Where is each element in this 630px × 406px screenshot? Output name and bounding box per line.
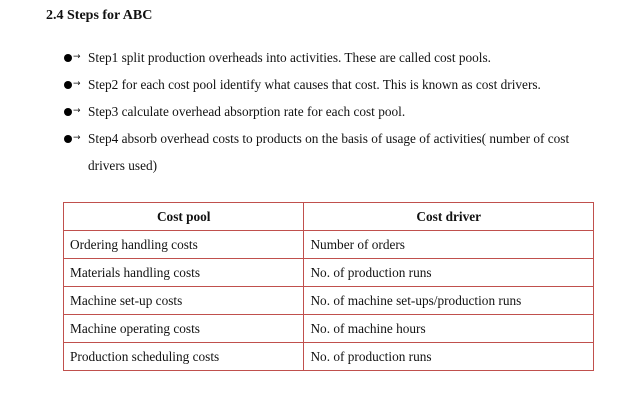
bullet-icon [64, 108, 72, 116]
table-header-row [64, 203, 594, 231]
column-header-cost-pool: Cost pool [64, 203, 304, 231]
list-item [64, 125, 609, 179]
cost-driver-cell: No. of production runs [304, 259, 594, 287]
table-row [64, 231, 594, 259]
arrow-right-icon: → [73, 52, 81, 62]
bullet-icon [64, 135, 72, 143]
cost-driver-cell: No. of production runs [304, 343, 594, 371]
bullet-icon [64, 81, 72, 89]
cost-driver-cell: No. of machine hours [304, 315, 594, 343]
cost-pool-cell: Ordering handling costs [64, 231, 304, 259]
bullet-marker [64, 71, 88, 98]
table-row [64, 343, 594, 371]
step-text: Step1 split production overheads into activities. These are called cost pools. [88, 50, 491, 65]
step-text: Step2 for each cost pool identify what causes that cost. This is known as cost drivers. [88, 77, 541, 92]
cost-pool-cell: Materials handling costs [64, 259, 304, 287]
table-row [64, 259, 594, 287]
step-text: Step3 calculate overhead absorption rate for each cost pool. [88, 104, 406, 119]
cost-pool-cell: Production scheduling costs [64, 343, 304, 371]
cost-pool-cell: Machine set-up costs [64, 287, 304, 315]
arrow-right-icon: → [73, 133, 81, 143]
table-row [64, 287, 594, 315]
section-heading: 2.4 Steps for ABC [46, 8, 153, 23]
cost-pool-cell: Machine operating costs [64, 315, 304, 343]
arrow-right-icon: → [73, 79, 81, 89]
step-text: Step4 absorb overhead costs to products on the basis of usage of activities( number of cost drivers used) [88, 131, 570, 173]
list-item [64, 98, 609, 125]
list-item [64, 44, 609, 71]
arrow-right-icon: → [73, 106, 81, 116]
bullet-icon [64, 54, 72, 62]
cost-driver-cell: Number of orders [304, 231, 594, 259]
cost-pool-table [63, 202, 594, 371]
column-header-cost-driver: Cost driver [304, 203, 594, 231]
table-row [64, 315, 594, 343]
cost-driver-cell: No. of machine set-ups/production runs [304, 287, 594, 315]
steps-list [64, 44, 609, 179]
bullet-marker [64, 98, 88, 125]
bullet-marker [64, 125, 88, 152]
list-item [64, 71, 609, 98]
bullet-marker [64, 44, 88, 71]
